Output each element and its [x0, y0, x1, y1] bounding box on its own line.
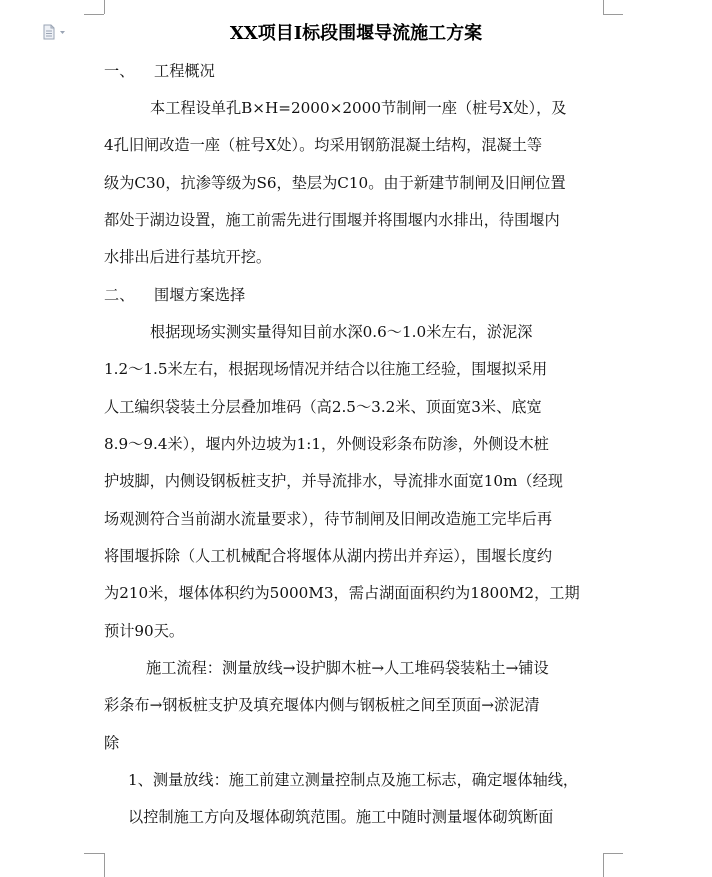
paragraph-line: 将围堰拆除（人工机械配合将堰体从湖内捞出并弃运），围堰长度约 [104, 547, 553, 565]
section-heading-2: 围堰方案选择 [154, 286, 246, 304]
paragraph-line: 4孔旧闸改造一座（桩号X处）。均采用钢筋混凝土结构，混凝土等 [104, 136, 543, 154]
document-title: XX项目Ⅰ标段围堰导流施工方案 [229, 23, 483, 44]
section-number-1: 一、 [104, 62, 135, 80]
crop-mark-top-right-h [603, 14, 623, 15]
crop-mark-bottom-left-h [84, 853, 104, 854]
crop-mark-bottom-right-v [603, 853, 604, 877]
paragraph-line: 预计90天。 [104, 622, 185, 640]
paragraph-line: 级为C30，抗渗等级为S6，垫层为C10。由于新建节制闸及旧闸位置 [104, 174, 566, 192]
paragraph-line: 8.9～9.4米），堰内外边坡为1:1，外侧设彩条布防渗，外侧设木桩 [104, 435, 549, 453]
paragraph-line: 为210米，堰体体积约为5000M3，需占湖面面积约为1800M2，工期 [104, 584, 580, 602]
paragraph-line: 都处于湖边设置，施工前需先进行围堰并将围堰内水排出，待围堰内 [104, 211, 560, 229]
crop-mark-top-right-v [603, 0, 604, 14]
crop-mark-top-left-h [84, 14, 104, 15]
paragraph-line: 场观测符合当前湖水流量要求），待节制闸及旧闸改造施工完毕后再 [104, 510, 553, 528]
section-number-2: 二、 [104, 286, 135, 304]
paragraph-line: 护坡脚，内侧设钢板桩支护，并导流排水，导流排水面宽10m（经现 [104, 472, 563, 490]
crop-mark-top-left-v [104, 0, 105, 14]
paragraph-line: 1.2～1.5米左右，根据现场情况并结合以往施工经验，围堰拟采用 [104, 360, 548, 378]
paragraph-line: 以控制施工方向及堰体砌筑范围。施工中随时测量堰体砌筑断面 [128, 808, 554, 826]
paragraph-line: 施工流程：测量放线→设护脚木桩→人工堆码袋装粘土→铺设 [146, 659, 549, 677]
crop-mark-bottom-left-v [104, 853, 105, 877]
paragraph-line: 1、测量放线：施工前建立测量控制点及施工标志，确定堰体轴线， [128, 771, 579, 789]
paragraph-line: 本工程设单孔B×H=2000×2000节制闸一座（桩号X处），及 [150, 99, 567, 117]
paragraph-line: 根据现场实测实量得知目前水深0.6～1.0米左右，淤泥深 [150, 323, 533, 341]
crop-mark-bottom-right-h [603, 853, 623, 854]
paragraph-line: 水排出后进行基坑开挖。 [104, 248, 272, 266]
paragraph-line: 除 [104, 734, 120, 752]
paragraph-line: 人工编织袋装土分层叠加堆码（高2.5～3.2米、顶面宽3米、底宽 [104, 398, 542, 416]
section-heading-1: 工程概况 [154, 62, 215, 80]
paragraph-line: 彩条布→钢板桩支护及填充堰体内侧与钢板桩之间至顶面→淤泥清 [104, 696, 540, 714]
